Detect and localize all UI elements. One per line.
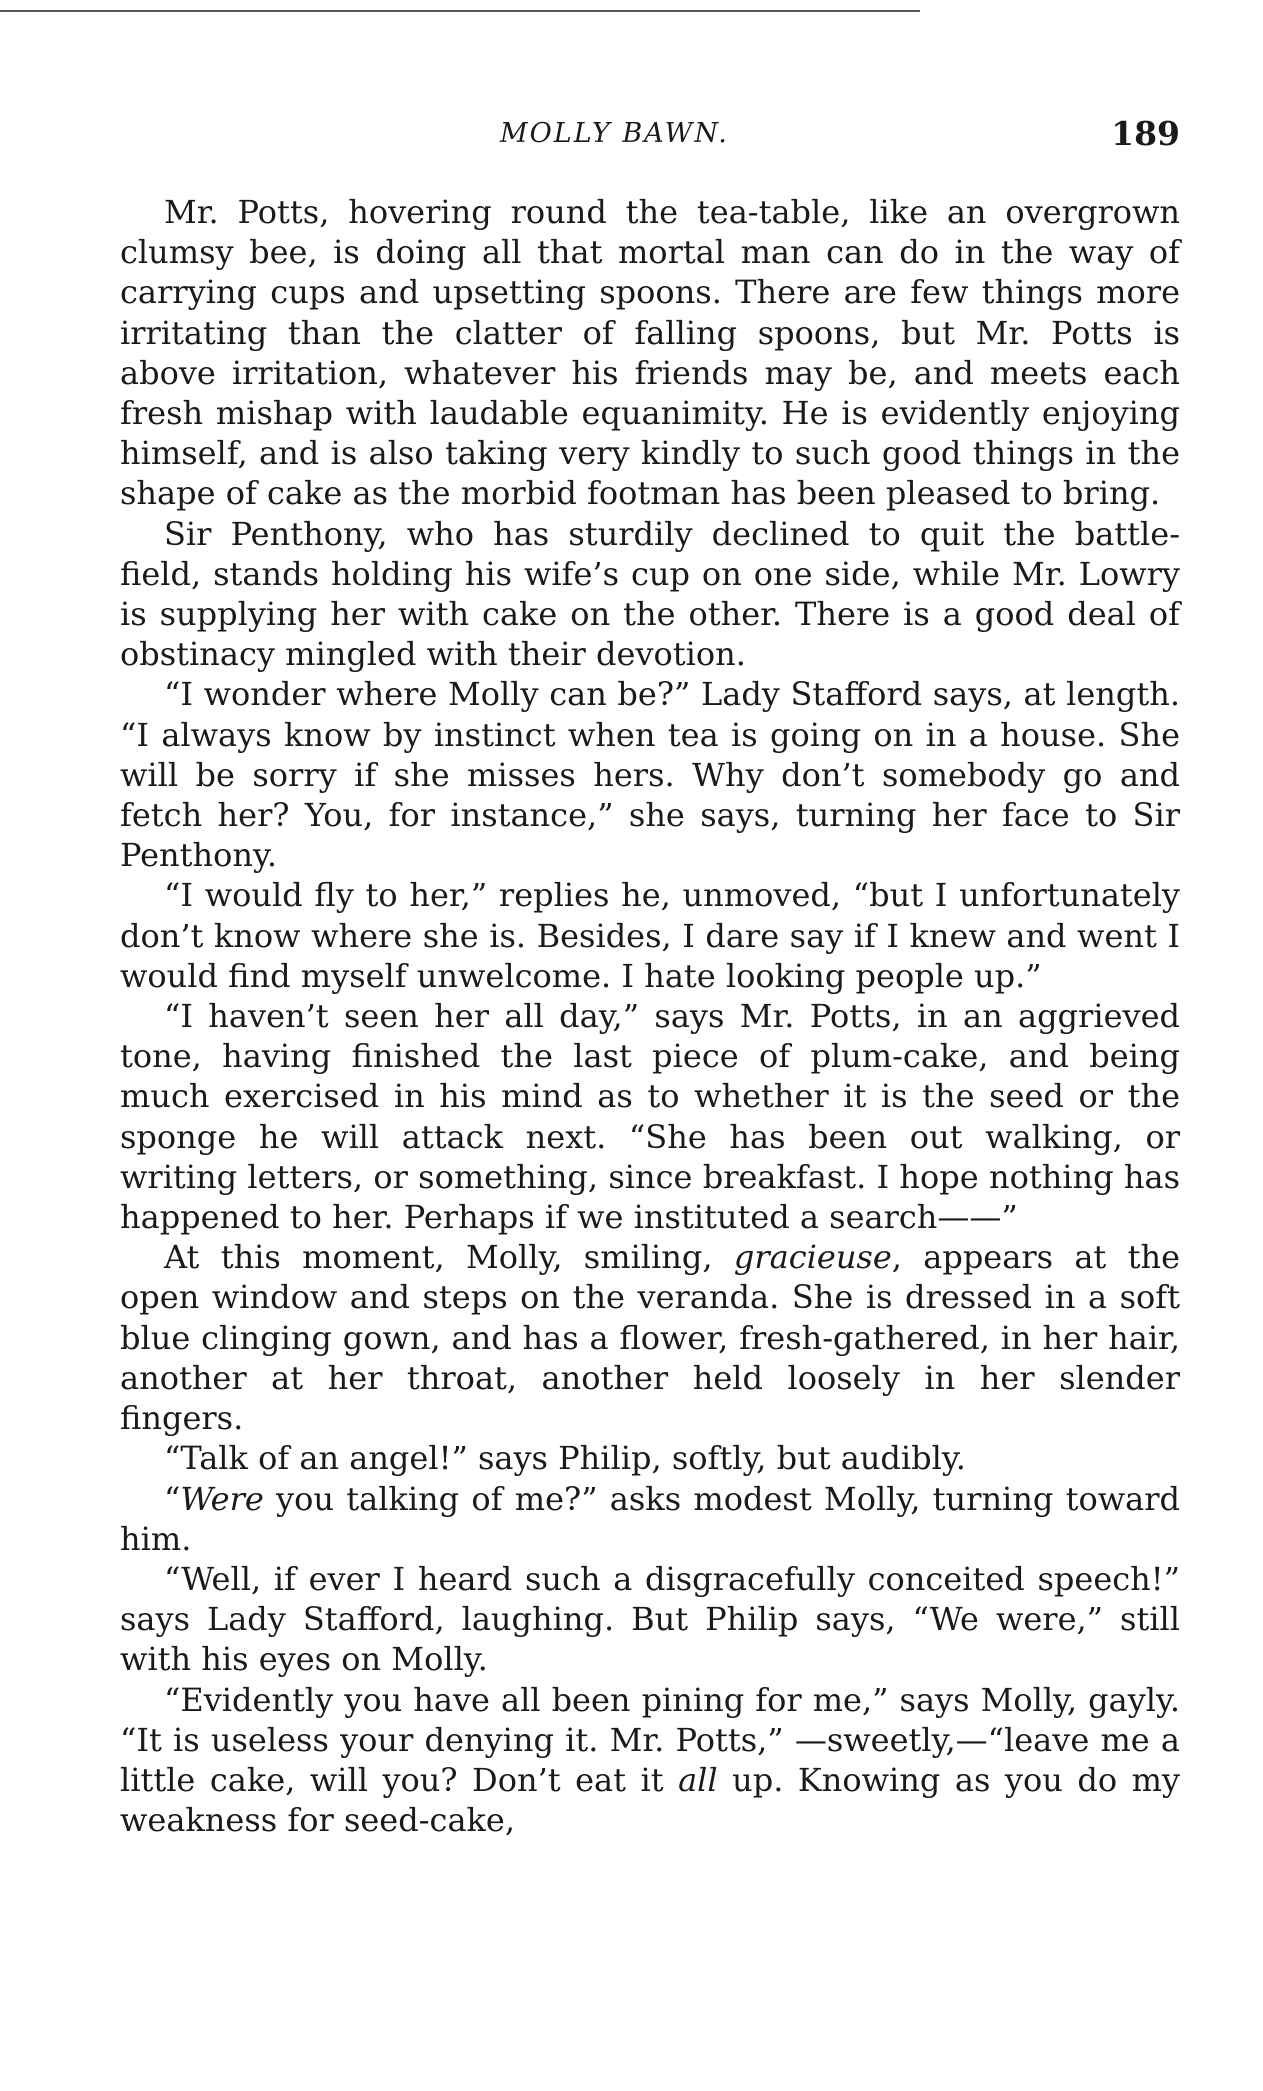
text-segment: up. Knowing as you do my weakness for seed-cake, [120,1760,1181,1840]
text-segment: At this moment, Molly, smiling, [164,1238,734,1277]
text-segment: , appears at the open window and steps on the veranda. She is dressed in a soft blue clinging gown, and has a flower, fresh-gathered, in her hair, another at her throat, another held loosely in her slender fingers. [120,1238,1181,1438]
paragraph [120,1559,1180,1680]
text-segment: “ [164,1479,181,1518]
paragraph [120,514,1180,675]
text-segment: “I haven’t seen her all day,” says Mr. Potts, in an aggrieved tone, having finished the last piece of plum-cake, and being much exercised in his mind as to whether it is the seed or the sponge he will attack next. “She has been out walking, or writing letters, or something, since breakfast. I hope nothing has happened to her. Perhaps if we instituted a search——” [120,997,1180,1237]
paragraph [120,875,1180,996]
text-segment: “Talk of an angel!” says Philip, softly, but audibly. [164,1439,966,1478]
paragraph [120,1680,1180,1841]
text-segment: “I wonder where Molly can be?” Lady Stafford says, at length. “I always know by instinct when tea is going on in a house. She will be sorry if she misses hers. Why don’t somebody go and fetch her? You, for instance,” she says, turning her face to Sir Penthony. [120,675,1180,875]
paragraph [120,1237,1180,1438]
top-rule [0,10,920,12]
paragraph [120,674,1180,875]
text-segment: Mr. Potts, hovering round the tea-table, like an overgrown clumsy bee, is doing all that mortal man can do in the way of carrying cups and upsetting spoons. There are few things more irritating than the clatter of falling spoons, but Mr. Potts is above irritation, whatever his friends may be, and meets each fresh mishap with laudable equanimity. He is evidently enjoying himself, and is also taking very kindly to such good things in the shape of cake as the morbid footman has been pleased to bring. [120,193,1180,513]
page-number: 189 [1111,114,1180,153]
italic-word: Were [180,1479,264,1518]
text-segment: “Evidently you have all been pining for me,” says Molly, gayly. “It is useless your denying it. Mr. Potts,” —sweetly,—“leave me a little cake, will you? Don’t eat it [120,1680,1180,1799]
page-header [120,114,1180,164]
text-segment: Sir Penthony, who has sturdily declined to quit the battle-field, stands holding his wife’s cup on one side, while Mr. Lowry is supplying her with cake on the other. There is a good deal of obstinacy mingled with their devotion. [120,514,1180,674]
paragraph [120,996,1180,1237]
text-segment: “Well, if ever I heard such a disgracefully conceited speech!” says Lady Stafford, laughing. But Philip says, “We were,” still with his eyes on Molly. [120,1559,1180,1679]
text-segment: “I would fly to her,” replies he, unmoved, “but I unfortunately don’t know where she is. Besides, I dare say if I knew and went I would find myself unwelcome. I hate looking people up.” [120,876,1180,995]
text-segment: you talking of me?” asks modest Molly, turning toward him. [120,1479,1180,1558]
paragraph [120,1479,1180,1559]
italic-word: all [678,1760,718,1799]
paragraph [120,1438,1180,1478]
paragraph [120,192,1180,514]
running-title: MOLLY BAWN. [500,118,729,149]
italic-word: gracieuse [733,1238,892,1277]
body-text [120,192,1180,1840]
